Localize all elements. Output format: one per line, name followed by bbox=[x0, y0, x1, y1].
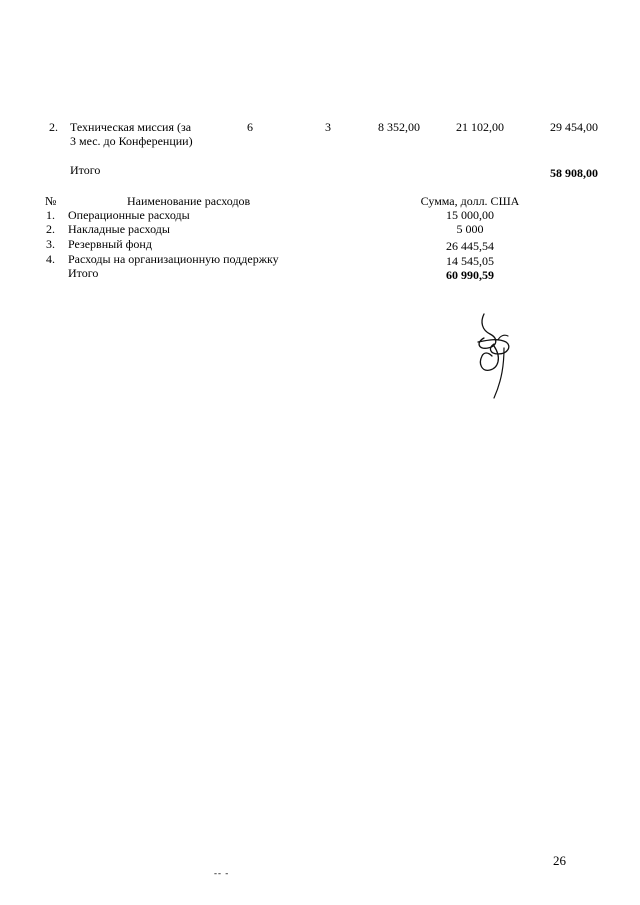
expense-row-sum: 26 445,54 bbox=[446, 239, 494, 253]
row-number: 2. bbox=[49, 120, 58, 134]
expense-row-name: Накладные расходы bbox=[68, 222, 170, 236]
expense-row-num: 4. bbox=[46, 252, 55, 266]
expense-row-num: 1. bbox=[46, 208, 55, 222]
expense-row-name: Операционные расходы bbox=[68, 208, 190, 222]
signature bbox=[468, 312, 518, 402]
row-col-subtotal: 21 102,00 bbox=[456, 120, 504, 134]
expense-row-name: Расходы на организационную поддержку bbox=[68, 252, 279, 266]
expense-row-name: Резервный фонд bbox=[68, 237, 152, 251]
first-total-label: Итого bbox=[70, 163, 101, 177]
row-name-line1: Техническая миссия (за bbox=[70, 120, 192, 134]
expense-row-sum: 14 545,05 bbox=[446, 254, 494, 268]
first-total-value: 58 908,00 bbox=[550, 166, 598, 180]
expense-row-sum: 5 000 bbox=[456, 222, 484, 236]
expense-row-num: 3. bbox=[46, 237, 55, 251]
row-col-rate: 8 352,00 bbox=[378, 120, 420, 134]
second-total-value: 60 990,59 bbox=[446, 268, 494, 282]
header-name: Наименование расходов bbox=[127, 194, 251, 208]
row-name-line2: 3 мес. до Конференции) bbox=[70, 134, 193, 148]
second-total-label: Итого bbox=[68, 266, 99, 280]
footer-mark: -- - bbox=[214, 868, 230, 878]
header-number: № bbox=[45, 194, 57, 208]
expense-row-num: 2. bbox=[46, 222, 55, 236]
header-sum: Сумма, долл. США bbox=[420, 194, 520, 208]
page-number: 26 bbox=[553, 853, 566, 868]
row-col-months: 3 bbox=[325, 120, 331, 134]
row-col-total: 29 454,00 bbox=[550, 120, 598, 134]
expense-row-sum: 15 000,00 bbox=[446, 208, 494, 222]
row-col-count: 6 bbox=[247, 120, 253, 134]
